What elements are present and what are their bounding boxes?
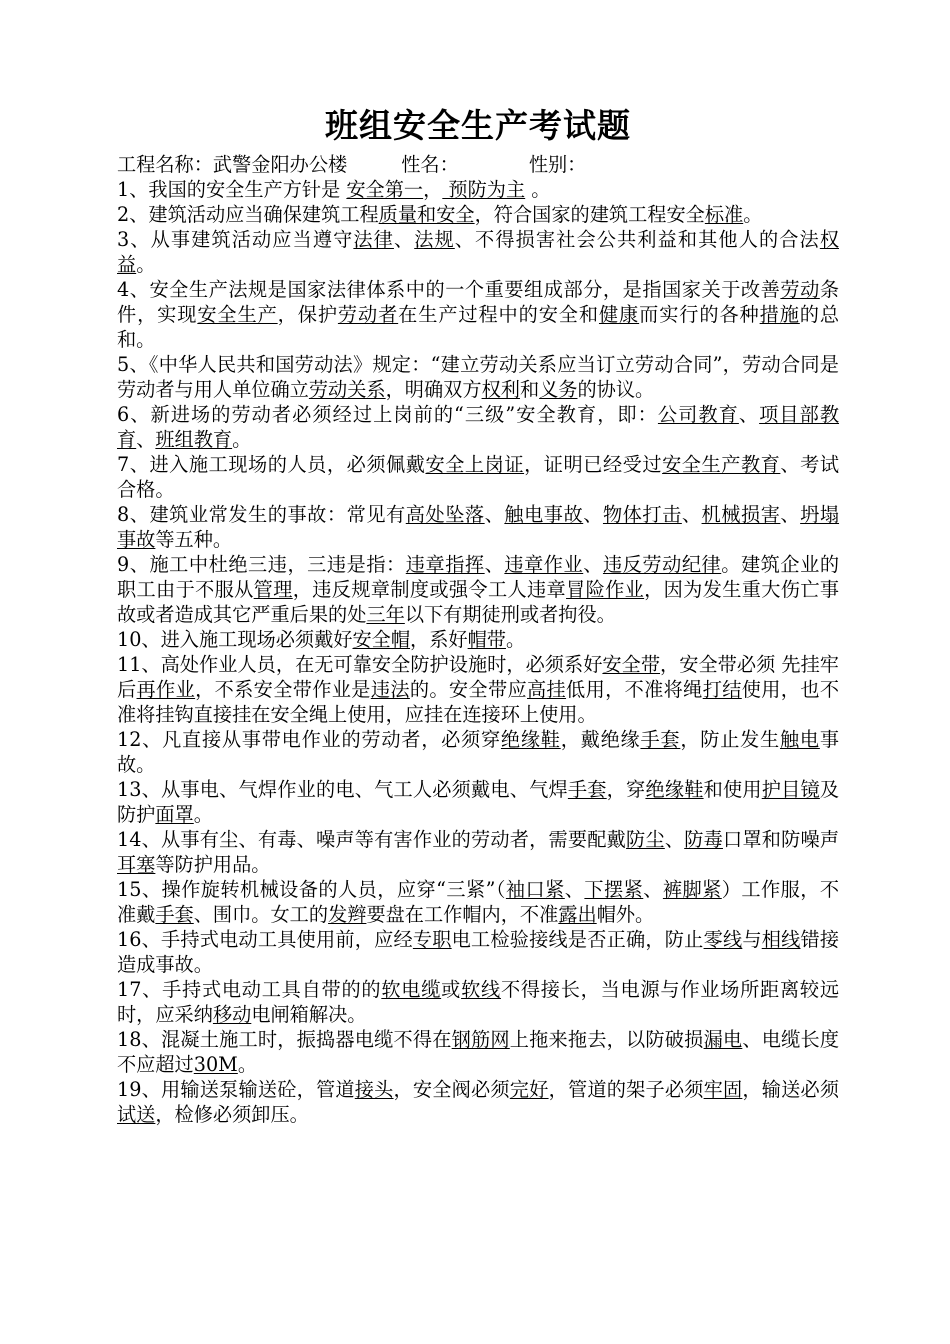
question-text: 、: [738, 403, 760, 426]
answer-blank: 触电事故: [504, 503, 584, 526]
question-text: 电闸箱解决。: [251, 1003, 367, 1026]
question-text: 与: [742, 928, 762, 951]
question-text: ，输送必须: [742, 1078, 840, 1101]
question-item: [117, 352, 839, 402]
question-text: ，: [423, 178, 443, 201]
question-text: ，安全阀必须: [393, 1078, 510, 1101]
question-text: 11、高处作业人员，在无可靠安全防护设施时，必须系好: [117, 653, 603, 676]
question-text: 6、新进场的劳动者必须经过上岗前的“三级”安全教育，即：: [117, 403, 658, 426]
question-text: 4、安全生产法规是国家法律体系中的一个重要组成部分，是指国家关于改善: [117, 278, 781, 301]
answer-blank: 软电缆: [381, 978, 442, 1001]
question-text: 以下有期徒刑或者拘役。: [404, 603, 616, 626]
question-text: 事故。: [117, 728, 840, 776]
answer-blank: 安全上岗证: [425, 453, 525, 476]
answer-blank: 坍塌事故: [117, 503, 840, 551]
answer-blank: 健康: [598, 303, 640, 326]
answer-blank: 绝缘鞋: [500, 728, 561, 751]
answer-blank: 零线: [703, 928, 743, 951]
question-text: 、考试合格。: [117, 453, 840, 501]
question-text: 、: [484, 503, 505, 526]
question-text: 5、《中华人民共和国劳动法》规定：“建立劳动关系应当订立劳动合同”，劳动合同是劳动者与用人单位确立: [117, 353, 839, 401]
question-text: 。: [136, 253, 156, 276]
answer-blank: 冒险作业: [566, 578, 645, 601]
answer-blank: 试送: [117, 1103, 156, 1126]
answer-blank: 软线: [461, 978, 501, 1001]
question-text: 而实行的各种: [639, 303, 760, 326]
answer-blank: 劳动: [780, 278, 820, 301]
question-text: 2、建筑活动应当确保建筑工程: [117, 203, 379, 226]
answer-blank: 法规: [414, 228, 455, 251]
answer-blank: 裤脚紧: [662, 878, 722, 901]
answer-blank: 露出: [558, 903, 597, 926]
question-text: 电工检验接线是否正确，防止: [451, 928, 704, 951]
answer-blank: 权益: [117, 228, 839, 276]
question-item: [117, 927, 839, 977]
question-text: 、: [484, 553, 505, 576]
answer-blank: 防毒: [684, 828, 723, 851]
exam-page: [117, 100, 839, 1127]
answer-blank: 管理: [253, 578, 293, 601]
answer-blank: 公司教育: [657, 403, 739, 426]
question-item: [117, 727, 839, 777]
answer-blank: 高挂: [527, 678, 567, 701]
question-text: 。: [743, 203, 763, 226]
question-text: 18、混凝土施工时，振捣器电缆不得在: [117, 1028, 452, 1051]
question-text: 错接造成事故。: [117, 928, 840, 976]
question-text: ，因为发生重大伤亡事故或者造成其它严重后果的处: [117, 578, 840, 626]
question-text: 、: [664, 828, 685, 851]
gender-field-label: 性别：: [528, 153, 587, 176]
answer-blank: 专职: [412, 928, 452, 951]
question-text: 、围巾。女工的: [193, 903, 329, 926]
question-text: 。建筑企业的职工由于不服从: [117, 553, 840, 601]
question-text: ，符合国家的建筑工程安全: [474, 203, 705, 226]
question-text: 低用，不准将绳: [566, 678, 703, 701]
question-text: ，安全带必须 先挂牢后: [117, 653, 839, 701]
answer-blank: 班组教育: [155, 428, 233, 451]
question-text: 16、手持式电动工具使用前，应经: [117, 928, 413, 951]
answer-blank: 违章作业: [504, 553, 584, 576]
answer-blank: 触电: [779, 728, 820, 751]
answer-blank: 安全生产教育: [662, 453, 781, 476]
answer-blank: 违法: [370, 678, 410, 701]
answer-blank: 质量和安全: [378, 203, 475, 226]
answer-blank: 手套: [155, 903, 194, 926]
question-text: 、: [136, 428, 156, 451]
exam-header: [117, 152, 839, 177]
question-text: 在生产过程中的安全和: [398, 303, 599, 326]
answer-blank: 手套: [567, 778, 607, 801]
question-item: [117, 977, 839, 1027]
question-text: 使用，也不准将挂钩直接挂在安全绳上使用，应挂在连接环上使用。: [117, 678, 840, 726]
answer-blank: 标准: [704, 203, 744, 226]
question-text: ，证明已经受过: [524, 453, 663, 476]
answer-blank: 防尘: [626, 828, 665, 851]
question-text: 上拖来拖去，以防破损: [509, 1028, 704, 1051]
question-text: ，穿: [606, 778, 646, 801]
question-text: 条件，实现: [117, 278, 839, 326]
page-title: 班组安全生产考试题: [325, 106, 631, 145]
question-text: 帽外。: [596, 903, 655, 926]
answer-blank: 钢筋网: [451, 1028, 510, 1051]
answer-blank: 护目镜: [761, 778, 820, 801]
question-text: 不得接长，当电源与作业场所距离较远时，应采纳: [117, 978, 840, 1026]
question-text: 及防护: [117, 778, 840, 826]
question-text: 。: [525, 178, 551, 201]
answer-blank: 项目部教育: [117, 403, 840, 451]
answer-blank: 相线: [761, 928, 801, 951]
answer-blank: 安全第一: [346, 178, 424, 201]
answer-blank: 袖口紧: [505, 878, 565, 901]
question-text: 的总和。: [117, 303, 840, 351]
answer-blank: 法律: [353, 228, 394, 251]
answer-blank: 再作业: [136, 678, 196, 701]
answer-blank: 劳动关系: [308, 378, 386, 401]
answer-blank: 面罩: [155, 803, 194, 826]
question-text: 17、手持式电动工具自带的的: [117, 978, 382, 1001]
question-item: [117, 402, 839, 452]
project-name: 工程名称：武警金阳办公楼: [117, 153, 348, 176]
question-text: ，检修必须卸压。: [155, 1103, 309, 1126]
answer-blank: 下摆紧: [584, 878, 644, 901]
answer-blank: 漏电: [703, 1028, 743, 1051]
question-text: 、电缆长度不应超过: [117, 1028, 840, 1076]
question-text: 15、操作旋转机械设备的人员，应穿“三紧”（: [117, 878, 506, 901]
question-text: 13、从事电、气焊作业的电、气工人必须戴电、气焊: [117, 778, 568, 801]
question-text: 。: [505, 628, 526, 651]
question-text: 9、施工中杜绝三违，三违是指：: [117, 553, 406, 576]
question-item: [117, 1077, 839, 1127]
answer-blank: 措施: [759, 303, 800, 326]
answer-blank: 发辫: [328, 903, 367, 926]
question-text: 。: [237, 1053, 257, 1076]
question-text: 等五种。: [155, 528, 233, 551]
question-text: 3、从事建筑活动应当遵守: [117, 228, 354, 251]
answer-blank: 劳动者: [337, 303, 399, 326]
question-text: 等防护用品。: [155, 853, 271, 876]
question-item: [117, 202, 839, 227]
answer-blank: 违反劳动纪律: [602, 553, 722, 576]
answer-blank: 牢固: [703, 1078, 743, 1101]
answer-blank: 高处坠落: [405, 503, 485, 526]
question-text: ，明确双方: [385, 378, 482, 401]
question-item: [117, 552, 839, 627]
question-text: 7、进入施工现场的人员，必须佩戴: [117, 453, 426, 476]
question-text: 、: [583, 503, 603, 526]
answer-blank: 耳塞: [117, 853, 156, 876]
answer-blank: 安全帽: [352, 628, 411, 651]
question-text: 12、凡直接从事带电作业的劳动者，必须穿: [117, 728, 501, 751]
question-text: ，不系安全带作业是: [195, 678, 371, 701]
question-text: 。: [232, 428, 252, 451]
answer-blank: 30M: [193, 1053, 238, 1076]
question-text: ，系好: [410, 628, 468, 651]
question-item: [117, 1027, 839, 1077]
answer-blank: 安全生产: [197, 303, 278, 326]
question-text: 10、进入施工现场必须戴好: [117, 628, 353, 651]
question-text: 8、建筑业常发生的事故：常见有: [117, 503, 406, 526]
question-item: [117, 502, 839, 552]
question-item: [117, 177, 839, 202]
question-item: [117, 277, 839, 352]
question-text: 或: [441, 978, 462, 1001]
question-text: 、: [583, 553, 603, 576]
question-text: 要盘在工作帽内，不准: [366, 903, 559, 926]
answer-blank: 手套: [640, 728, 681, 751]
question-item: [117, 877, 839, 927]
answer-blank: 物体打击: [602, 503, 682, 526]
question-item: [117, 827, 839, 877]
question-text: 、: [393, 228, 415, 251]
question-list: [117, 177, 839, 1127]
question-text: 的协议。: [577, 378, 655, 401]
question-item: [117, 777, 839, 827]
answer-blank: 权利: [481, 378, 520, 401]
question-item: [117, 452, 839, 502]
answer-blank: 机械损害: [701, 503, 781, 526]
question-text: 口罩和防噪声: [722, 828, 840, 851]
answer-blank: 违章指挥: [405, 553, 485, 576]
question-text: 19、用输送泵输送砼，管道: [117, 1078, 355, 1101]
name-field-label: 性名：: [401, 153, 459, 176]
answer-blank: 预防为主: [442, 178, 526, 201]
answer-blank: 义务: [539, 378, 578, 401]
answer-blank: 帽带: [467, 628, 506, 651]
question-text: ，管道的架子必须: [548, 1078, 704, 1101]
question-text: 、不得损害社会公共利益和其他人的合法: [454, 228, 820, 251]
question-text: ，违反规章制度或强令工人违章: [292, 578, 567, 601]
question-item: [117, 627, 839, 652]
question-text: ，保护: [277, 303, 338, 326]
question-item: [117, 652, 839, 727]
answer-blank: 接头: [354, 1078, 394, 1101]
question-text: 14、从事有尘、有毒、噪声等有害作业的劳动者，需要配戴: [117, 828, 627, 851]
question-text: 1、我国的安全生产方针是: [117, 178, 347, 201]
question-text: 、: [643, 878, 663, 901]
answer-blank: 三年: [366, 603, 405, 626]
question-text: ，戴绝缘: [560, 728, 641, 751]
question-text: 、: [681, 503, 702, 526]
answer-blank: 移动: [212, 1003, 252, 1026]
question-item: [117, 227, 839, 277]
question-text: 、: [780, 503, 801, 526]
question-text: ）工作服，不准戴: [117, 878, 840, 926]
question-text: 和: [519, 378, 540, 401]
answer-blank: 安全带: [602, 653, 661, 676]
answer-blank: 完好: [509, 1078, 549, 1101]
question-text: 。: [193, 803, 213, 826]
answer-blank: 打结: [702, 678, 742, 701]
question-text: 和使用: [703, 778, 762, 801]
question-text: 、: [564, 878, 585, 901]
answer-blank: 绝缘鞋: [645, 778, 704, 801]
question-text: 的。安全带应: [409, 678, 527, 701]
question-text: ，防止发生: [680, 728, 780, 751]
